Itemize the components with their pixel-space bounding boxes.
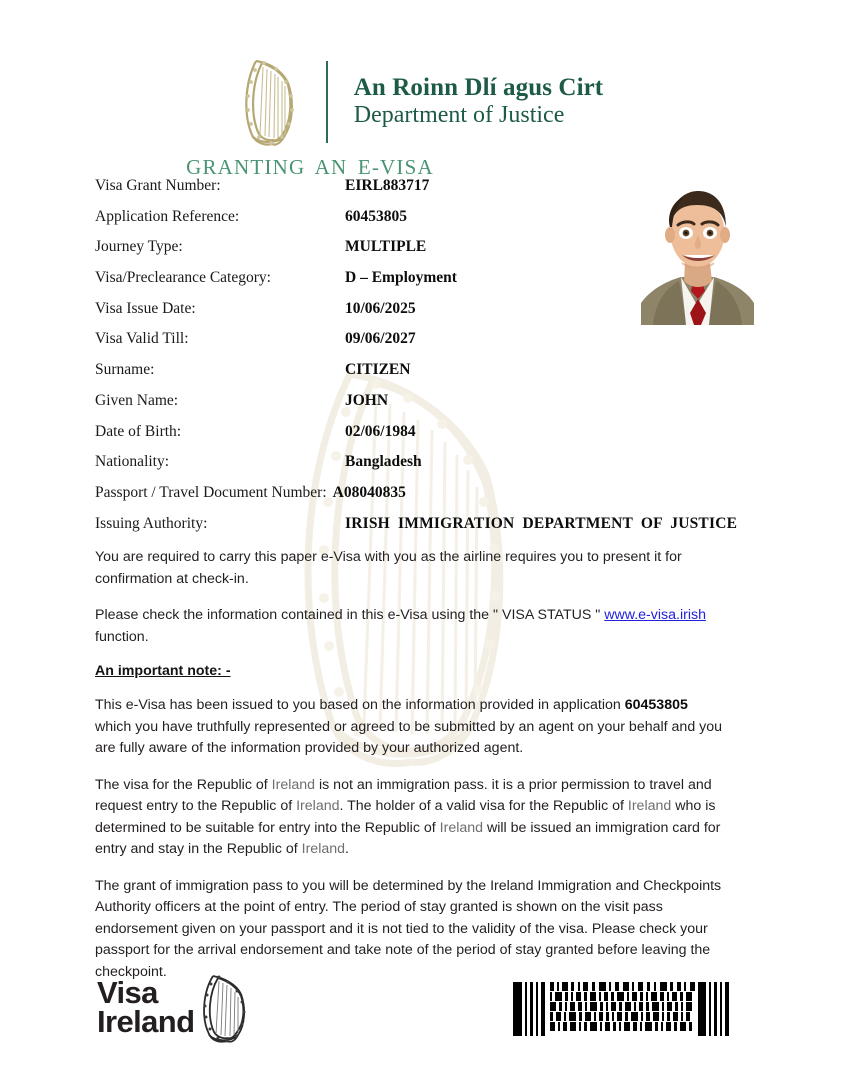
visa-text-3: . The holder of a valid visa for the Republic of: [339, 798, 628, 814]
ireland-mention: Ireland: [439, 819, 484, 836]
issued-application-reference: 60453805: [624, 697, 688, 713]
page-title: GRANTING AN E-VISA: [186, 155, 434, 179]
visa-ireland-wordmark: [97, 975, 195, 1039]
field-row: [95, 514, 738, 546]
ireland-mention: Ireland: [627, 798, 672, 814]
field-row: [95, 361, 735, 392]
important-note-heading: An important note: -: [95, 663, 231, 679]
field-value: Bangladesh: [345, 453, 422, 471]
irish-harp-icon: [240, 56, 302, 148]
field-value: IRISH IMMIGRATION DEPARTMENT OF JUSTICE: [345, 514, 738, 532]
visa-text-6: .: [345, 841, 349, 857]
applicant-photo: [637, 177, 758, 325]
field-label: Journey Type:: [95, 238, 183, 256]
header-title-english: Department of Justice: [353, 102, 565, 129]
field-label: Nationality:: [95, 453, 170, 471]
field-value: CITIZEN: [345, 361, 411, 379]
issued-text-2: which you have truthfully represented or agreed to be submitted by an agent on your behalf and you are fully aware of the information provided by your authorized agent.: [95, 718, 723, 756]
field-label: Issuing Authority:: [95, 514, 208, 532]
field-label: Given Name:: [95, 391, 179, 409]
paragraph-visa-not-immigration-pass: [95, 775, 727, 861]
field-row: [95, 453, 735, 484]
field-label: Visa/Preclearance Category:: [95, 269, 271, 287]
wordmark-line-visa: Visa: [97, 975, 158, 1011]
field-value: MULTIPLE: [345, 238, 427, 256]
field-value: 02/06/1984: [345, 422, 416, 440]
field-row: [95, 392, 735, 423]
visa-ireland-logo: [97, 972, 272, 1044]
body-copy: [95, 547, 727, 998]
paragraph-carry: You are required to carry this paper e-Visa with you as the airline requires you to present it for confirmation at check-in.: [95, 549, 682, 587]
issued-text-1: This e-Visa has been issued to you based on the information provided in application: [95, 697, 625, 713]
field-value: 10/06/2025: [345, 299, 416, 317]
visa-text-2: is not an immigration pass. it is a prior permission to travel and request entry to the Republic of: [95, 776, 712, 814]
field-label: Surname:: [95, 361, 155, 379]
field-row: [95, 484, 735, 515]
check-status-suffix: function.: [95, 628, 149, 645]
irish-harp-icon: [198, 972, 254, 1044]
pdf417-barcode: [510, 978, 737, 1040]
field-label: Visa Grant Number:: [95, 177, 221, 194]
paragraph-issued: [95, 695, 727, 760]
document-header: [0, 52, 843, 152]
field-value: JOHN: [345, 391, 389, 409]
header-title-irish: An Roinn Dlí agus Cirt: [353, 74, 604, 102]
header-divider: [326, 61, 328, 143]
evisa-status-link[interactable]: www.e-visa.irish: [604, 607, 706, 623]
visa-text-4: who is determined to be suitable for entry into the Republic of: [95, 798, 716, 836]
field-row: [95, 330, 735, 361]
check-status-prefix: Please check the information contained in this e-Visa using the " VISA STATUS ": [95, 607, 605, 623]
wordmark-line-ireland: Ireland: [97, 1004, 195, 1039]
paragraph-check-status: [95, 605, 727, 648]
field-value: D – Employment: [345, 269, 457, 287]
field-value: EIRL883717: [345, 177, 430, 194]
field-row: [95, 423, 735, 454]
field-label: Application Reference:: [95, 207, 240, 225]
ireland-mention: Ireland: [301, 841, 346, 857]
field-value: 09/06/2027: [345, 330, 416, 348]
field-label: Date of Birth:: [95, 422, 182, 440]
visa-text-1: The visa for the Republic of: [95, 776, 272, 793]
field-label: Passport / Travel Document Number:: [95, 483, 327, 501]
ireland-mention: Ireland: [271, 776, 316, 793]
field-value: 60453805: [345, 207, 407, 225]
header-title-block: [354, 74, 603, 130]
field-label: Visa Valid Till:: [95, 330, 189, 348]
paragraph-grant-of-immigration-pass: The grant of immigration pass to you will be determined by the Ireland Immigration and Checkpoints Authority officers at the point of entry. The period of stay granted is shown on the visit pass endorsement given on your passport and it is not tied to the validity of the visa. Please check your passport for the arrival endorsement and take note of the period of stay granted before leaving the checkpoint.: [95, 877, 722, 980]
visa-text-5: will be issued an immigration card for entry and stay in the Republic of: [95, 819, 721, 857]
field-label: Visa Issue Date:: [95, 299, 196, 317]
field-value: A08040835: [332, 483, 406, 501]
ireland-mention: Ireland: [296, 798, 340, 814]
